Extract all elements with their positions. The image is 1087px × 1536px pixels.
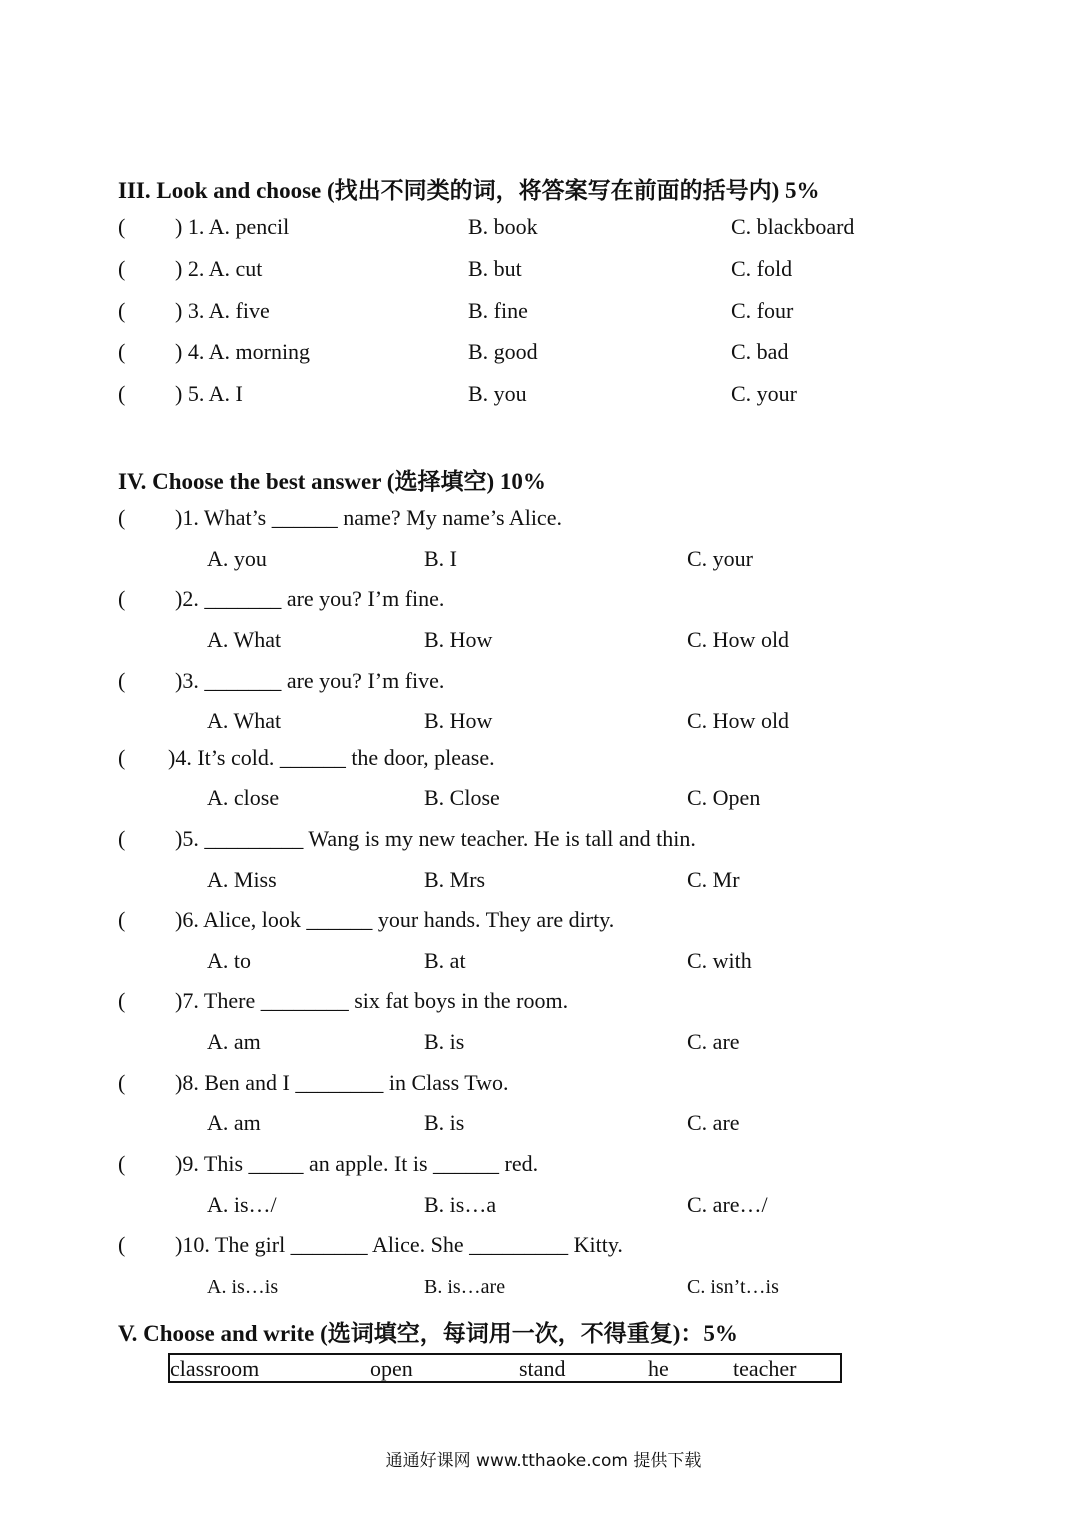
word-bank-word: teacher xyxy=(733,1356,797,1381)
word-bank-word: he xyxy=(648,1356,669,1381)
question-7-stem: ( )7. There ________ six fat boys in the room. xyxy=(118,988,569,1013)
section-5-heading: V. Choose and write (选词填空，每词用一次，不得重复)：5% xyxy=(118,1321,738,1346)
question-8-options xyxy=(0,1110,1087,1140)
question-10-options xyxy=(0,1276,1087,1306)
option-b: B. is xyxy=(424,1110,465,1135)
option-c: C. are xyxy=(687,1110,740,1135)
option-c: C. are xyxy=(687,1029,740,1054)
question-6-options xyxy=(0,948,1087,978)
question-text: )10. The girl _______ Alice. She _________ Kitty. xyxy=(175,1232,623,1257)
option-c: C. bad xyxy=(731,339,789,364)
option-c: C. isn’t…is xyxy=(687,1276,779,1298)
section-3-item-2: ( ) 2. A. cut B. but C. fold xyxy=(118,256,793,281)
question-2-options xyxy=(0,627,1087,657)
option-c: C. your xyxy=(731,381,797,406)
word-bank-box xyxy=(168,1353,842,1383)
option-b: B. good xyxy=(468,339,538,364)
question-text: )9. This _____ an apple. It is ______ red. xyxy=(175,1151,539,1176)
option-c: C. How old xyxy=(687,708,790,733)
word-bank-word: stand xyxy=(519,1356,566,1381)
option-a: A. you xyxy=(207,546,267,571)
section-3-heading: III. Look and choose (找出不同类的词，将答案写在前面的括号内) 5% xyxy=(118,178,820,203)
question-9-stem: ( )9. This _____ an apple. It is ______ red. xyxy=(118,1151,539,1176)
section-3-item-3: ( ) 3. A. five B. fine C. four xyxy=(118,298,794,323)
option-b: B. is…a xyxy=(424,1192,497,1217)
question-3-options xyxy=(0,708,1087,738)
question-10-stem: ( )10. The girl _______ Alice. She _________ Kitty. xyxy=(118,1232,623,1257)
question-text: )7. There ________ six fat boys in the room. xyxy=(175,988,569,1013)
option-a: A. What xyxy=(207,708,282,733)
option-a: A. What xyxy=(207,627,282,652)
option-a: A. is…is xyxy=(207,1276,279,1298)
question-9-options xyxy=(0,1192,1087,1222)
option-b: B. Close xyxy=(424,785,500,810)
section-3-item-5: ( ) 5. A. I B. you C. your xyxy=(118,381,797,406)
item-number-option-a: ) 5. A. I xyxy=(175,381,243,406)
question-text: )8. Ben and I ________ in Class Two. xyxy=(175,1070,509,1095)
option-c: C. Mr xyxy=(687,867,740,892)
option-c: C. Open xyxy=(687,785,761,810)
option-b: B. fine xyxy=(468,298,528,323)
option-a: A. is…/ xyxy=(207,1192,277,1217)
option-b: B. at xyxy=(424,948,466,973)
question-5-stem: ( )5. _________ Wang is my new teacher. He is tall and thin. xyxy=(118,826,696,851)
word-bank-word: classroom xyxy=(170,1356,260,1381)
page-footer: 通通好课网 www.tthaoke.com 提供下载 xyxy=(385,1451,702,1471)
option-b: B. How xyxy=(424,627,493,652)
option-c: C. your xyxy=(687,546,753,571)
section-3-item-1: ( ) 1. A. pencil B. book C. blackboard xyxy=(118,214,855,239)
option-b: B. but xyxy=(468,256,522,281)
option-a: A. Miss xyxy=(207,867,277,892)
question-text: )6. Alice, look ______ your hands. They are dirty. xyxy=(175,907,615,932)
question-1-stem: ( )1. What’s ______ name? My name’s Alice. xyxy=(118,505,562,530)
item-number-option-a: ) 1. A. pencil xyxy=(175,214,290,239)
question-4-options xyxy=(0,785,1087,815)
option-c: C. blackboard xyxy=(731,214,855,239)
option-c: C. four xyxy=(731,298,794,323)
question-text: )3. _______ are you? I’m five. xyxy=(175,668,445,693)
question-1-options xyxy=(0,546,1087,576)
option-b: B. is xyxy=(424,1029,465,1054)
question-5-options xyxy=(0,867,1087,897)
option-b: B. is…are xyxy=(424,1276,506,1298)
question-text: )1. What’s ______ name? My name’s Alice. xyxy=(175,505,562,530)
question-7-options xyxy=(0,1029,1087,1059)
option-a: A. am xyxy=(207,1029,261,1054)
option-c: C. How old xyxy=(687,627,790,652)
item-number-option-a: ) 4. A. morning xyxy=(175,339,311,364)
item-number-option-a: ) 3. A. five xyxy=(175,298,270,323)
section-3-item-4: ( ) 4. A. morning B. good C. bad xyxy=(118,339,789,364)
question-4-stem: ( )4. It’s cold. ______ the door, please. xyxy=(118,745,495,770)
option-b: B. book xyxy=(468,214,538,239)
question-2-stem: ( )2. _______ are you? I’m fine. xyxy=(118,586,445,611)
option-c: C. fold xyxy=(731,256,793,281)
item-number-option-a: ) 2. A. cut xyxy=(175,256,263,281)
option-b: B. you xyxy=(468,381,527,406)
option-a: A. close xyxy=(207,785,280,810)
question-text: )4. It’s cold. ______ the door, please. xyxy=(168,745,495,770)
word-bank-word: open xyxy=(370,1356,413,1381)
question-3-stem: ( )3. _______ are you? I’m five. xyxy=(118,668,445,693)
option-a: A. to xyxy=(207,948,251,973)
option-b: B. I xyxy=(424,546,457,571)
question-text: )5. _________ Wang is my new teacher. He is tall and thin. xyxy=(175,826,696,851)
option-b: B. How xyxy=(424,708,493,733)
option-b: B. Mrs xyxy=(424,867,486,892)
section-4-heading: IV. Choose the best answer (选择填空) 10% xyxy=(118,469,546,494)
option-a: A. am xyxy=(207,1110,261,1135)
question-8-stem: ( )8. Ben and I ________ in Class Two. xyxy=(118,1070,509,1095)
question-6-stem: ( )6. Alice, look ______ your hands. They are dirty. xyxy=(118,907,615,932)
option-c: C. are…/ xyxy=(687,1192,768,1217)
option-c: C. with xyxy=(687,948,752,973)
question-text: )2. _______ are you? I’m fine. xyxy=(175,586,445,611)
